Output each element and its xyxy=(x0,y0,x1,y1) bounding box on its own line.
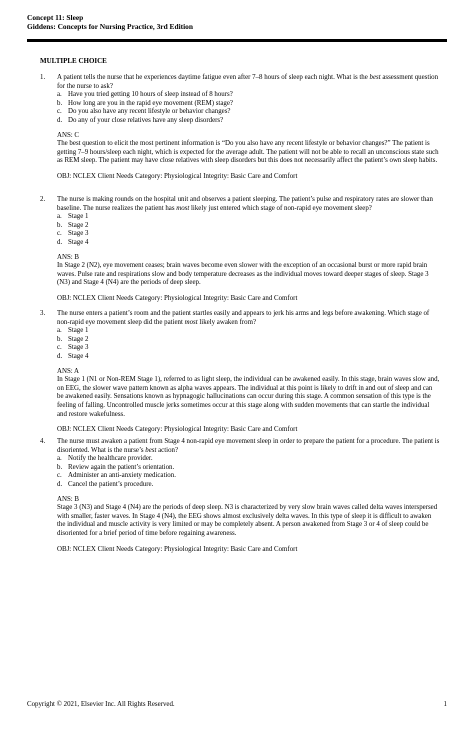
document-subtitle: Giddens: Concepts for Nursing Practice, 3rd Edition xyxy=(27,22,193,31)
rationale: The best question to elicit the most pertinent information is “Do you also have any recent lifestyle or behavior changes?” The patient is getting 7–9 hours/sleep each night, which is expected for the average adult. The patient will not be able to recall an unconscious state such as REM sleep. The patient may have close relatives with sleep disorders but this does not necessarily affect the patient’s own sleep habits. xyxy=(57,140,439,165)
question-stem: The nurse is making rounds on the hospital unit and observes a patient sleeping. The patient’s pulse and respiratory rates are slower than baseline. The nurse realizes the patient has most likely just entered which stage of non-rapid eye movement sleep? xyxy=(57,196,433,212)
question-4 xyxy=(40,438,440,554)
option-d: d. Stage 4 xyxy=(57,352,89,360)
question-1 xyxy=(40,74,440,182)
answer: ANS: A xyxy=(57,367,80,375)
answer: ANS: B xyxy=(57,253,80,261)
objective: OBJ: NCLEX Client Needs Category: Physiological Integrity: Basic Care and Comfort xyxy=(57,172,298,180)
option-a: a. Notify the healthcare provider. xyxy=(57,455,153,463)
option-c: c. Stage 3 xyxy=(57,344,89,352)
section-title: MULTIPLE CHOICE xyxy=(40,57,107,65)
option-a: a. Have you tried getting 10 hours of sleep instead of 8 hours? xyxy=(57,91,233,99)
header-rule xyxy=(27,39,447,42)
question-2 xyxy=(40,196,440,304)
option-b: b. Stage 2 xyxy=(57,335,89,343)
option-d: d. Cancel the patient’s procedure. xyxy=(57,480,154,488)
page-header xyxy=(27,13,447,31)
rationale: In Stage 1 (N1 or Non-REM Stage 1), referred to as light sleep, the individual can be awakened easily. In this stage, brain waves slow and, on EEG, the slower wave pattern known as alpha waves appears. The individual at this point is likely to drift in and out of sleep and can be awakened easily. Sensations known as hypnagogic hallucinations can occur during this stage. A common sensation of this type is the feeling of falling. Uncontrolled muscle jerks sometimes occur at this stage along with sudden movements that can startle the individual and restore wakefulness. xyxy=(57,376,440,418)
answer: ANS: C xyxy=(57,131,80,139)
option-a: a. Stage 1 xyxy=(57,213,89,221)
option-c: c. Stage 3 xyxy=(57,230,89,238)
question-number: 1. xyxy=(40,74,46,81)
copyright-notice: Copyright © 2021, Elsevier Inc. All Rights Reserved. xyxy=(27,701,175,708)
objective: OBJ: NCLEX Client Needs Category: Physiological Integrity: Basic Care and Comfort xyxy=(57,294,298,302)
option-c: c. Administer an anti-anxiety medication. xyxy=(57,472,176,480)
option-d: d. Do any of your close relatives have any sleep disorders? xyxy=(57,116,224,124)
option-a: a. Stage 1 xyxy=(57,327,89,335)
rationale: In Stage 2 (N2), eye movement ceases; brain waves become even slower with the exception of an occasional burst or more rapid brain waves. Pulse rate and respirations slow and body temperature decreases as the individual moves toward deeper stages of sleep. Stage 3 (N3) and Stage 4 (N4) are the periods of deep sleep. xyxy=(57,262,429,287)
document-title: Concept 11: Sleep xyxy=(27,13,84,22)
objective: OBJ: NCLEX Client Needs Category: Physiological Integrity: Basic Care and Comfort xyxy=(57,545,298,553)
objective: OBJ: NCLEX Client Needs Category: Physiological Integrity: Basic Care and Comfort xyxy=(57,426,298,434)
option-c: c. Do you also have any recent lifestyle or behavior changes? xyxy=(57,108,231,116)
rationale: Stage 3 (N3) and Stage 4 (N4) are the periods of deep sleep. N3 is characterized by very slow brain waves called delta waves interspersed with smaller, faster waves. In Stage 4 (N4), the EEG shows almost exclusively delta waves. In this type of sleep it is difficult to awaken the individual and muscle activity is very limited or may be completely absent. A person awakened from Stage 3 or 4 of sleep could be disoriented for a brief period of time before regaining awareness. xyxy=(57,504,438,537)
question-stem: The nurse must awaken a patient from Stage 4 non-rapid eye movement sleep in order to prepare the patient for a procedure. The patient is disoriented. What is the nurse’s best action? xyxy=(57,438,440,454)
option-b: b. How long are you in the rapid eye movement (REM) stage? xyxy=(57,99,233,107)
question-number: 3. xyxy=(40,310,46,317)
question-stem: The nurse enters a patient’s room and the patient startles easily and appears to jerk his arms and legs before awakening. Which stage of non-rapid eye movement sleep did the patient most likely awaken from? xyxy=(57,310,430,326)
question-3 xyxy=(40,310,440,435)
option-b: b. Stage 2 xyxy=(57,221,89,229)
page-number: 1 xyxy=(443,701,447,708)
option-d: d. Stage 4 xyxy=(57,238,89,246)
page-footer xyxy=(27,701,447,710)
question-number: 2. xyxy=(40,196,46,203)
question-stem: A patient tells the nurse that he experiences daytime fatigue even after 7–8 hours of sleep each night. What is the best assessment question for the nurse to ask? xyxy=(57,74,439,90)
option-b: b. Review again the patient’s orientation. xyxy=(57,463,175,471)
question-number: 4. xyxy=(40,438,46,445)
answer: ANS: B xyxy=(57,495,80,503)
